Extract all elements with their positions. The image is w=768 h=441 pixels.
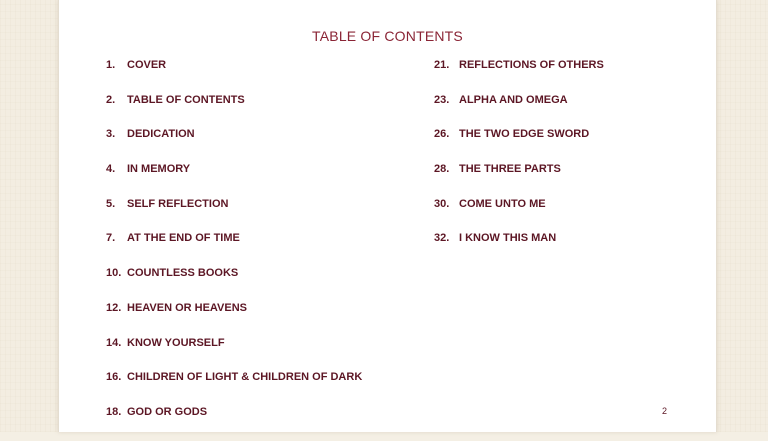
toc-entry-number: 32. (434, 232, 450, 245)
toc-entry-number: 5. (106, 197, 116, 210)
toc-entry-label: COME UNTO ME (459, 197, 546, 210)
toc-entry-label: ALPHA AND OMEGA (459, 93, 568, 106)
toc-entry[interactable] (106, 163, 362, 198)
toc-entry-label: IN MEMORY (127, 163, 191, 176)
toc-entry[interactable] (106, 371, 362, 406)
toc-entry[interactable] (106, 232, 362, 267)
toc-entry-label: DEDICATION (127, 128, 195, 141)
toc-entry[interactable] (434, 128, 604, 163)
toc-entry-label: I KNOW THIS MAN (459, 232, 557, 245)
toc-entry-label: HEAVEN OR HEAVENS (127, 301, 248, 314)
toc-entry[interactable] (106, 302, 362, 337)
toc-entry-number: 16. (106, 371, 122, 384)
toc-entry-label: AT THE END OF TIME (127, 232, 240, 245)
toc-entry-label: GOD OR GODS (127, 405, 208, 418)
document-page (58, 0, 717, 432)
toc-entry-number: 3. (106, 128, 116, 141)
toc-entry-label: COUNTLESS BOOKS (127, 267, 239, 280)
toc-right-column (434, 59, 604, 267)
toc-entry-label: TABLE OF CONTENTS (127, 93, 245, 106)
toc-entry-label: THE THREE PARTS (459, 163, 561, 176)
toc-entry[interactable] (106, 267, 362, 302)
toc-entry[interactable] (106, 198, 362, 233)
toc-entry-number: 4. (106, 163, 116, 176)
toc-entry[interactable] (106, 94, 362, 129)
toc-entry-label: SELF REFLECTION (127, 197, 229, 210)
toc-entry[interactable] (434, 94, 604, 129)
toc-entry[interactable] (434, 163, 604, 198)
toc-entry-label: THE TWO EDGE SWORD (459, 128, 590, 141)
toc-entry-number: 2. (106, 93, 116, 106)
toc-entry-number: 18. (106, 405, 122, 418)
toc-entry[interactable] (434, 198, 604, 233)
toc-entry-label: COVER (127, 59, 167, 71)
toc-entry-number: 14. (106, 336, 122, 349)
toc-entry-number: 10. (106, 267, 122, 280)
toc-entry[interactable] (106, 59, 362, 94)
toc-entry-number: 1. (106, 59, 116, 71)
toc-entry[interactable] (106, 406, 362, 441)
toc-entry-number: 23. (434, 93, 450, 106)
toc-entry[interactable] (106, 128, 362, 163)
toc-entry[interactable] (106, 337, 362, 372)
page-number: 2 (661, 406, 667, 416)
toc-entry-label: KNOW YOURSELF (127, 336, 225, 349)
toc-entry-label: CHILDREN OF LIGHT & CHILDREN OF DARK (127, 371, 363, 384)
toc-entry[interactable] (434, 59, 604, 94)
page-title: TABLE OF CONTENTS (312, 28, 463, 44)
toc-entry-label: REFLECTIONS OF OTHERS (459, 59, 604, 71)
toc-left-column (106, 59, 362, 441)
toc-entry-number: 12. (106, 301, 122, 314)
toc-entry[interactable] (434, 232, 604, 267)
toc-entry-number: 21. (434, 59, 450, 71)
toc-entry-number: 7. (106, 232, 116, 245)
toc-entry-number: 28. (434, 163, 450, 176)
toc-entry-number: 30. (434, 197, 450, 210)
toc-entry-number: 26. (434, 128, 450, 141)
